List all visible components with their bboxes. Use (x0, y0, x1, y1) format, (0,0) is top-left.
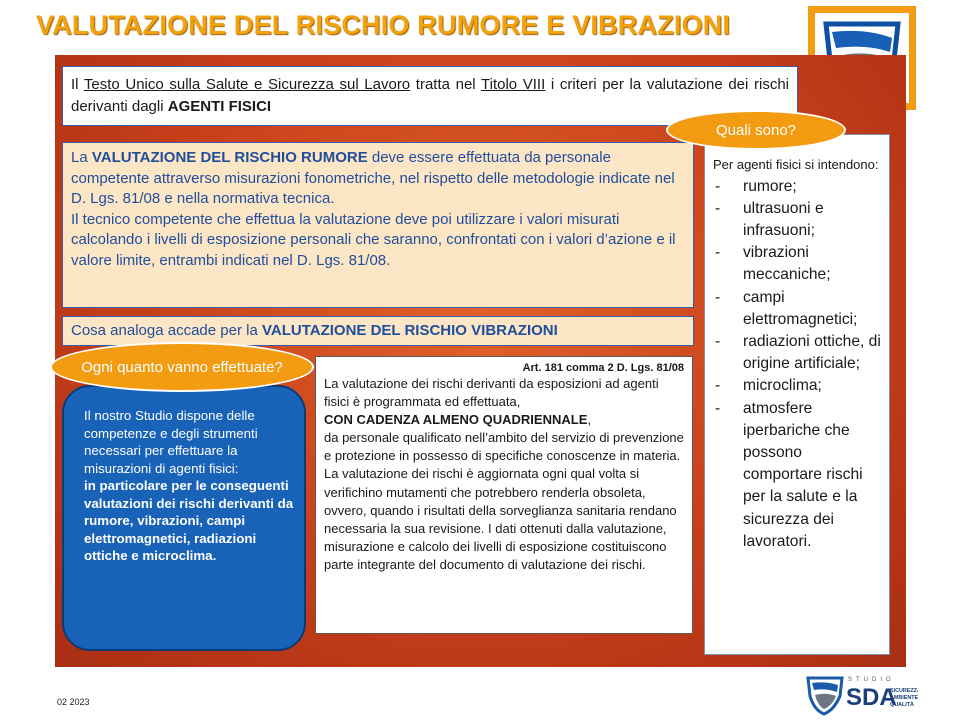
law-box: Art. 181 comma 2 D. Lgs. 81/08 La valutazione dei rischi derivanti da esposizioni ad agenti fisici è programmata ed effettuata, CON CADENZA ALMENO QUADRIENNALE, da personale qualificato nell’ambito del servizio di prevenzione e protezione in possesso di specifiche conoscenze in materia. La valutazione dei rischi è aggiornata ogni qual volta si verifichino mutamenti che potrebbero renderla obsoleta, ovvero, quando i risultati della sorveglianza sanitaria rendano necessaria la sua revisione. I dati ottenuti dalla valutazione, misurazione e calcolo dei livelli di esposizione costituiscono parte integrante del documento di valutazione dei rischi. (315, 356, 693, 634)
intro-text: Il (71, 76, 84, 93)
law-text-2: da personale qualificato nell’ambito del servizio di prevenzione e protezione in possesso di specifiche conoscenze in materia. La valutazione dei rischi è aggiornata ogni qual volta si verifichino mutamenti che potrebbero renderla obsoleta, ovvero, quando i risultati della sorveglianza sanitaria rendano necessaria la sua revisione. I dati ottenuti dalla valutazione, misurazione e calcolo dei livelli di esposizione costituiscono parte integrante del documento di valutazione dei rischi. (324, 430, 684, 572)
studio-box (62, 385, 306, 651)
sda-logo-top: STUDIO (848, 677, 895, 683)
studio-text: Il nostro Studio dispone delle competenze e degli strumenti necessari per effettuare la misurazioni di agenti fisici: (84, 408, 258, 476)
list-item: - microclima; (713, 375, 881, 397)
rumore-heading: VALUTAZIONE DEL RISCHIO RUMORE (91, 149, 368, 166)
list-item: - ultrasuoni e infrasuoni; (713, 198, 881, 242)
list-item: - rumore; (713, 176, 881, 198)
rumore-box (62, 142, 694, 308)
vibrazioni-text: Cosa analoga accade per la (71, 322, 262, 339)
agents-list (713, 176, 881, 553)
law-text: La valutazione dei rischi derivanti da esposizioni ad agenti fisici è programmata ed effettuata, (324, 376, 659, 410)
rumore-text: La (71, 149, 92, 166)
sda-logo-name: SDA (846, 684, 897, 711)
intro-text: tratta nel (410, 76, 481, 93)
sda-logo-line: AMBIENTE (890, 695, 918, 701)
slide-title: VALUTAZIONE DEL RISCHIO RUMORE E VIBRAZIONI (36, 10, 731, 40)
agenti-fisici-label: AGENTI FISICI (167, 98, 272, 115)
list-item: - radiazioni ottiche, di origine artificiale; (713, 331, 881, 375)
studio-bold-text: in particolare per le conseguenti valutazioni dei rischi derivanti da rumore, vibrazioni, campi elettromagnetici, radiazioni ottiche e microclima. (84, 478, 294, 563)
rumore-text: deve essere effettuata da personale competente attraverso misurazioni fonometriche, nel rispetto delle metodologie indicate nel D. Lgs. 81/08 e nella normativa tecnica. (71, 149, 675, 207)
list-item: - vibrazioni meccaniche; (713, 242, 881, 286)
list-item: - campi elettromagnetici; (713, 287, 881, 331)
sda-logo-icon (806, 672, 918, 716)
agents-intro: Per agenti fisici si intendono: (713, 157, 879, 172)
vibrazioni-heading: VALUTAZIONE DEL RISCHIO VIBRAZIONI (261, 322, 558, 339)
testo-unico-link[interactable]: Testo Unico sulla Salute e Sicurezza sul Lavoro (83, 76, 411, 93)
agents-list-box (704, 134, 890, 655)
sda-logo-line: QUALITÀ (890, 702, 914, 708)
intro-text: i criteri per la valutazione dei rischi derivanti dagli (71, 76, 789, 115)
law-reference: Art. 181 comma 2 D. Lgs. 81/08 (522, 362, 684, 374)
sda-logo (806, 672, 918, 716)
list-item: - atmosfere iperbariche che possono comportare rischi per la salute e la sicurezza dei lavoratori. (713, 398, 881, 553)
titolo-viii-link[interactable]: Titolo VIII (481, 76, 546, 93)
rumore-text-2: Il tecnico competente che effettua la valutazione deve poi utilizzare i valori misurati calcolando i livelli di esposizione personali che saranno, confrontati con i valori d’azione e il valore limite, entrambi indicati nel D. Lgs. 81/08. (71, 210, 676, 269)
law-cadence: CON CADENZA ALMENO QUADRIENNALE (324, 412, 588, 428)
which-agents-pill: Quali sono? (666, 110, 846, 150)
sda-logo-line: SICUREZZA (890, 688, 918, 694)
footer-date: 02 2023 (57, 697, 90, 707)
frequency-pill: Ogni quanto vanno effettuate? (50, 342, 314, 392)
